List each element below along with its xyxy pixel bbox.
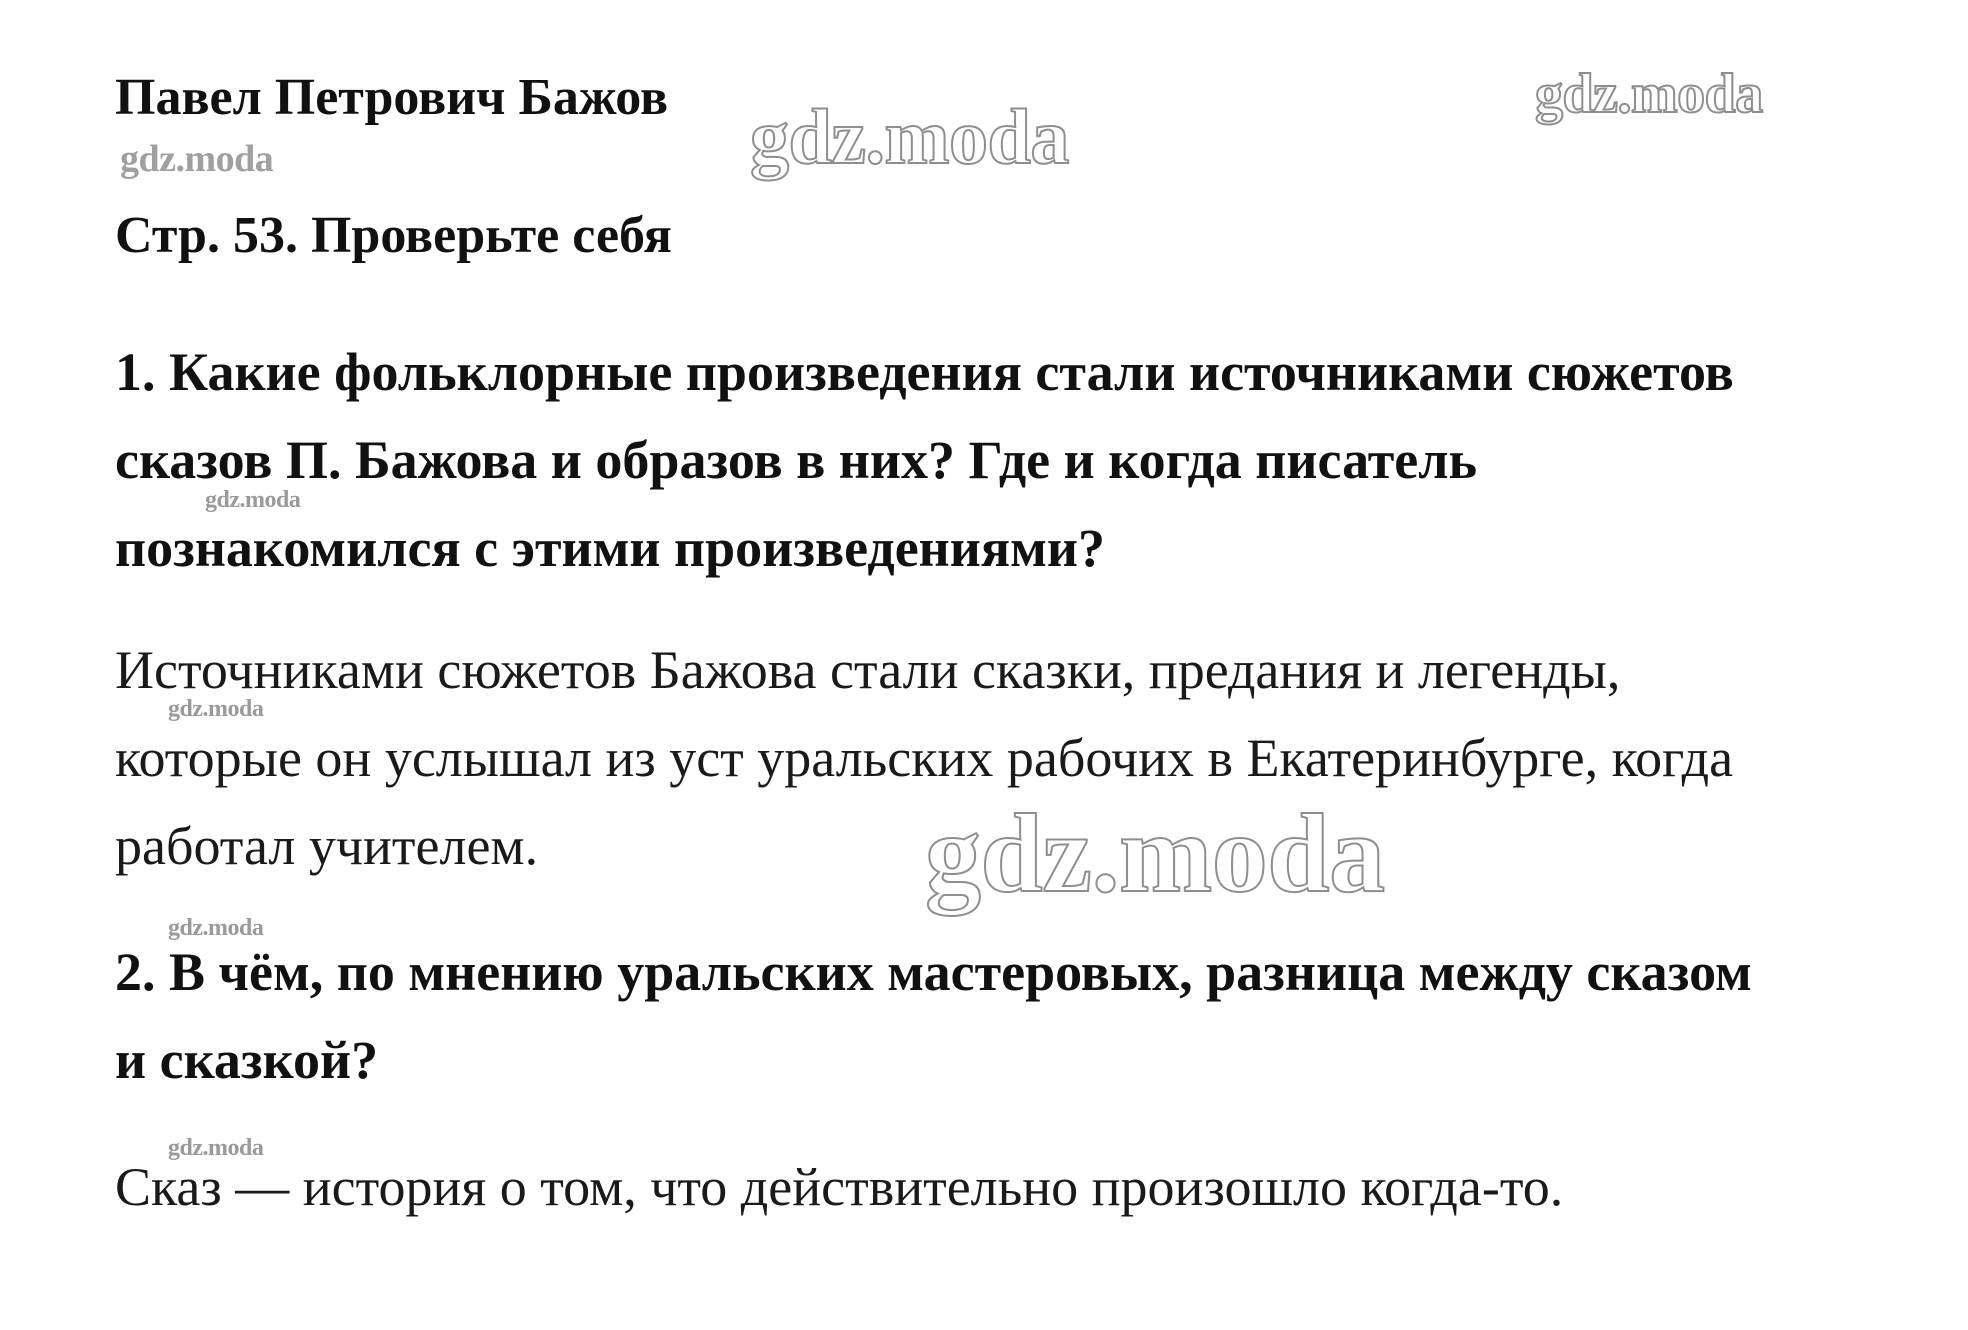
question-1-line-1: 1. Какие фольклорные произведения стали источниками сюжетов	[115, 342, 1734, 402]
watermark-text: gdz.moda	[1535, 63, 1763, 125]
watermark-text: gdz.moda	[120, 138, 274, 180]
question-2-line-2: и сказкой?	[115, 1030, 379, 1090]
question-2-line-1: 2. В чём, по мнению уральских мастеровых, разница между сказом	[115, 942, 1752, 1002]
watermark-text: gdz.moda	[168, 1135, 264, 1161]
answer-1-line-1: Источниками сюжетов Бажова стали сказки, предания и легенды,	[115, 640, 1621, 700]
question-1-line-2: сказов П. Бажова и образов в них? Где и когда писатель	[115, 430, 1478, 490]
answer-1-line-2: которые он услышал из уст уральских рабочих в Екатеринбурге, когда	[115, 728, 1734, 788]
watermark-text: gdz.moda	[168, 915, 264, 941]
watermark-text: gdz.moda	[925, 792, 1385, 916]
watermark-text: gdz.moda	[205, 487, 301, 513]
author-name: Павел Петрович Бажов	[115, 69, 669, 126]
watermark-text: gdz.moda	[168, 696, 264, 722]
watermark-text: gdz.moda	[750, 93, 1069, 180]
answer-1-line-3: работал учителем.	[115, 816, 539, 876]
answer-2-line-1: Сказ — история о том, что действительно произошло когда-то.	[115, 1157, 1564, 1217]
question-1-line-3: познакомился с этими произведениями?	[115, 518, 1106, 578]
section-title: Стр. 53. Проверьте себя	[115, 207, 672, 264]
